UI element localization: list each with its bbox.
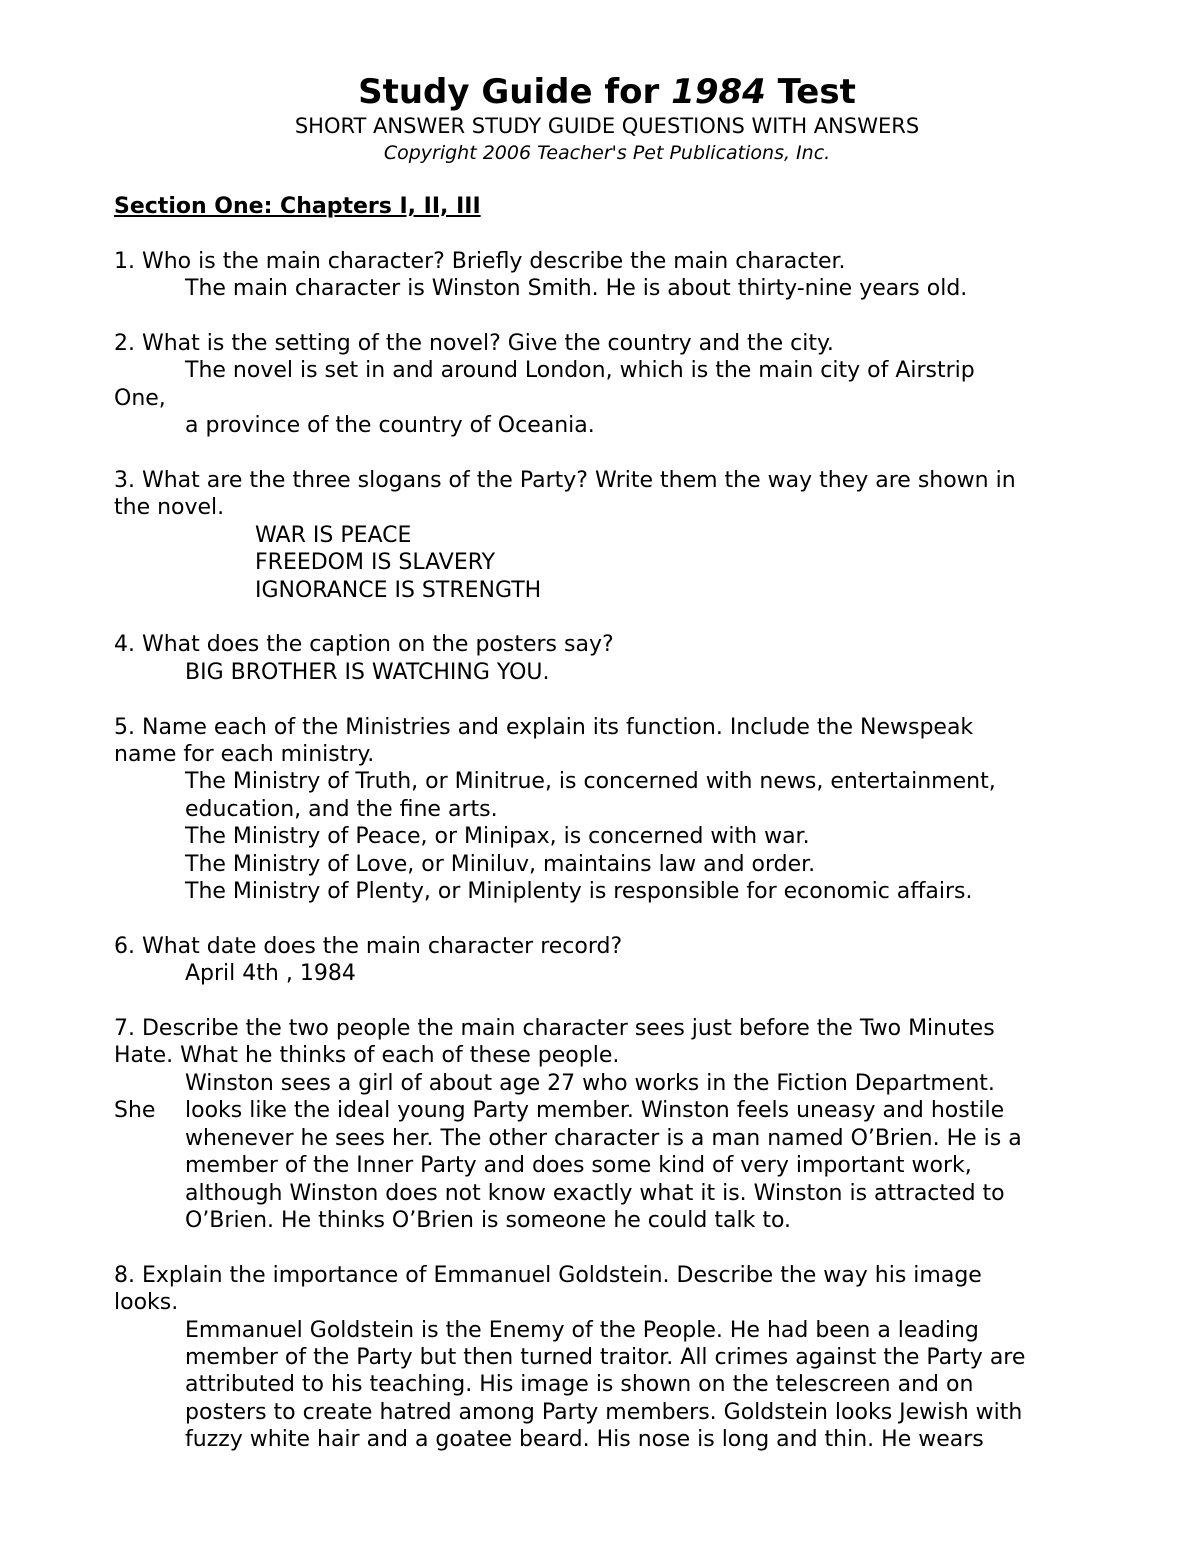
question-7 bbox=[114, 1015, 1100, 1234]
document-title bbox=[114, 72, 1100, 112]
answer-text: O’Brien. He thinks O’Brien is someone he could talk to. bbox=[185, 1207, 792, 1233]
question-text: 5. Name each of the Ministries and explain its function. Include the Newspeak bbox=[114, 714, 974, 740]
question-6 bbox=[114, 933, 1100, 988]
answer-text: Emmanuel Goldstein is the Enemy of the People. He had been a leading bbox=[185, 1317, 979, 1343]
answer-text: a province of the country of Oceania. bbox=[185, 413, 595, 439]
answer-hang-lead: She bbox=[114, 1098, 156, 1124]
question-text: 1. Who is the main character? Briefly describe the main character. bbox=[114, 248, 846, 274]
question-2 bbox=[114, 330, 1100, 440]
answer-text: attributed to his teaching. His image is shown on the telescreen and on bbox=[185, 1372, 974, 1398]
question-1 bbox=[114, 248, 1100, 303]
answer-text: Winston sees a girl of about age 27 who works in the Fiction Department. bbox=[185, 1070, 995, 1096]
slogan: WAR IS PEACE bbox=[255, 522, 412, 548]
answer-text: The Ministry of Peace, or Minipax, is concerned with war. bbox=[185, 824, 810, 850]
question-text: Hate. What he thinks of each of these people. bbox=[114, 1043, 620, 1069]
section-heading: Section One: Chapters I, II, III bbox=[114, 194, 481, 219]
answer-hang-rest: looks like the ideal young Party member. Winston feels uneasy and hostile bbox=[185, 1098, 1005, 1124]
question-text: 6. What date does the main character record? bbox=[114, 933, 623, 959]
question-text: 8. Explain the importance of Emmanuel Goldstein. Describe the way his image bbox=[114, 1262, 982, 1288]
question-text: 7. Describe the two people the main character sees just before the Two Minutes bbox=[114, 1016, 995, 1042]
answer-text-wrap: One, bbox=[114, 385, 166, 411]
answer-text: The main character is Winston Smith. He is about thirty-nine years old. bbox=[185, 276, 968, 302]
answer-text: The Ministry of Plenty, or Miniplenty is responsible for economic affairs. bbox=[185, 879, 973, 905]
question-text: 4. What does the caption on the posters say? bbox=[114, 632, 614, 658]
copyright-notice: Copyright 2006 Teacher's Pet Publications, Inc. bbox=[383, 142, 831, 164]
answer-text: The novel is set in and around London, which is the main city of Airstrip bbox=[185, 358, 975, 384]
answer-text: although Winston does not know exactly what it is. Winston is attracted to bbox=[185, 1180, 1005, 1206]
question-text: the novel. bbox=[114, 495, 225, 521]
answer-text: whenever he sees her. The other character is a man named O’Brien. He is a bbox=[185, 1125, 1022, 1151]
question-text: 3. What are the three slogans of the Party? Write them the way they are shown in bbox=[114, 468, 1016, 494]
question-text: name for each ministry. bbox=[114, 742, 375, 768]
answer-text: The Ministry of Love, or Miniluv, maintains law and order. bbox=[185, 851, 816, 877]
slogan: FREEDOM IS SLAVERY bbox=[255, 550, 496, 576]
question-text: 2. What is the setting of the novel? Give the country and the city. bbox=[114, 331, 834, 356]
document-subtitle: SHORT ANSWER STUDY GUIDE QUESTIONS WITH ANSWERS bbox=[294, 114, 920, 138]
answer-text: April 4th , 1984 bbox=[185, 961, 356, 987]
answer-text: posters to create hatred among Party members. Goldstein looks Jewish with bbox=[185, 1399, 1023, 1425]
answer-text: BIG BROTHER IS WATCHING YOU. bbox=[185, 659, 550, 685]
question-4 bbox=[114, 631, 1100, 686]
title-suffix: Test bbox=[765, 72, 856, 112]
question-text: looks. bbox=[114, 1290, 179, 1316]
slogan: IGNORANCE IS STRENGTH bbox=[255, 577, 542, 603]
question-5 bbox=[114, 714, 1100, 906]
answer-text: education, and the fine arts. bbox=[185, 796, 498, 822]
answer-text: The Ministry of Truth, or Minitrue, is concerned with news, entertainment, bbox=[185, 769, 996, 795]
question-8 bbox=[114, 1262, 1100, 1454]
question-3 bbox=[114, 467, 1100, 604]
answer-text: member of the Inner Party and does some kind of very important work, bbox=[185, 1153, 972, 1179]
title-book-name: 1984 bbox=[671, 72, 766, 112]
title-prefix: Study Guide for bbox=[358, 72, 672, 112]
answer-hanging-line bbox=[114, 1097, 1100, 1124]
answer-text: member of the Party but then turned traitor. All crimes against the Party are bbox=[185, 1344, 1026, 1370]
answer-text: fuzzy white hair and a goatee beard. His nose is long and thin. He wears bbox=[185, 1427, 984, 1453]
